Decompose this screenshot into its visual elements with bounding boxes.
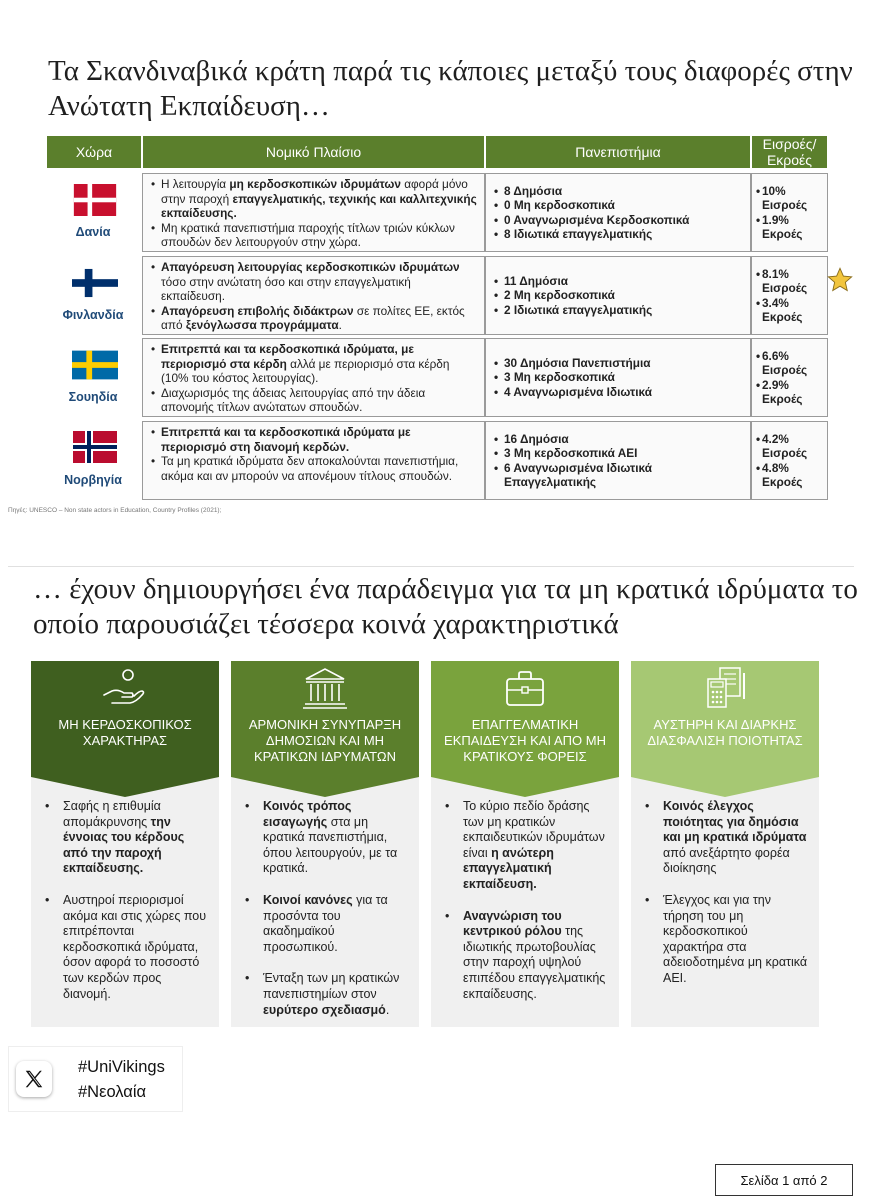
legal-bullet <box>149 425 478 454</box>
header-flows-line1: Εισροές/ <box>762 136 817 152</box>
flows-list <box>752 432 827 490</box>
legal-cell <box>142 421 485 500</box>
card-text: Ένταξη των μη κρατικών πανεπιστημίων στον <box>263 971 400 1001</box>
header-country: Χώρα <box>46 135 142 169</box>
legal-list <box>143 422 484 483</box>
legal-text: Μη κρατικά πανεπιστήμια παροχής τίτλων τριών κύκλων σπουδών δεν λειτουργούν στην χώρα. <box>161 220 455 249</box>
card-bold-text: ευρύτερο σχεδιασμό <box>263 1002 386 1017</box>
university-item: • 3 Μη κερδοσκοπικά <box>492 370 652 385</box>
country-name: Φινλανδία <box>62 308 124 322</box>
legal-bold-text: επαγγελματικής, τεχνικής και καλλιτεχνικής εκπαίδευσης. <box>161 191 477 220</box>
card-bullet <box>43 799 209 877</box>
card-bullet <box>43 893 209 1002</box>
university-item: • 16 Δημόσια <box>492 432 744 447</box>
card-text: Το κύριο πεδίο δράσης των μη κρατικών εκπαιδευτικών ιδρυμάτων είναι <box>463 799 605 860</box>
flows-cell <box>751 338 828 417</box>
card-title: ΑΥΣΤΗΡΗ ΚΑΙ ΔΙΑΡΚΗΣ ΔΙΑΣΦΑΛΙΣΗ ΠΟΙΟΤΗΤΑΣ <box>647 717 803 748</box>
legal-text: Τα μη κρατικά ιδρύματα δεν αποκαλούνται πανεπιστήμια, ακόμα και αν μπορούν να απονέμουν τίτλους σπουδών. <box>161 454 459 483</box>
flows-list <box>752 267 827 325</box>
card-bullet <box>443 909 609 1003</box>
finland-flag <box>72 267 118 299</box>
card-bullet <box>243 893 409 955</box>
universities-cell <box>485 338 751 417</box>
legal-text: σε πολίτες ΕΕ, εκτός από <box>161 303 465 332</box>
legal-bold-text: Απαγόρευση λειτουργίας κερδοσκοπικών ιδρυμάτων <box>161 260 460 274</box>
denmark-flag <box>72 184 118 216</box>
hand-coin-icon <box>100 665 150 711</box>
briefcase-icon <box>500 665 550 711</box>
card-arrow <box>231 777 419 797</box>
university-item: • 8 Δημόσια <box>492 184 689 199</box>
card-header <box>431 661 619 777</box>
x-logo-icon[interactable] <box>16 1061 52 1097</box>
legal-text: τόσο στην ανώτατη όσο και στην επαγγελματική εκπαίδευση. <box>161 274 411 303</box>
flow-item: • 4.8% Εκροές <box>754 461 821 490</box>
card-text: Αυστηροί περιορισμοί ακόμα και στις χώρες που επιτρέπονται κερδοσκοπικά ιδρύματα, όσον αφορά το ποσοστό των κερδών προς διανομή. <box>63 892 207 1001</box>
slide-scandinavian-comparison <box>8 38 870 520</box>
legal-bold-text: ξενόγλωσσα προγράμματα <box>185 318 339 332</box>
card-vocational <box>431 661 619 1027</box>
university-item: • 11 Δημόσια <box>492 274 652 289</box>
legal-bullet <box>149 221 478 250</box>
legal-bullet <box>149 454 478 483</box>
legal-bold-text: Επιτρεπτά και τα κερδοσκοπικά ιδρύματα με περιορισμό στη διανομή κερδών. <box>161 425 411 454</box>
university-item: • 4 Αναγνωρισμένα Ιδιωτικά <box>492 385 652 400</box>
card-body <box>231 799 419 1034</box>
hashtag-univikings[interactable]: #UniVikings <box>78 1058 165 1076</box>
universities-cell <box>485 256 751 335</box>
university-item: • 8 Ιδιωτικά επαγγελματικής <box>492 227 689 242</box>
flow-item: • 1.9% Εκροές <box>754 213 821 242</box>
header-flows-line2: Εκροές <box>766 152 813 168</box>
card-text: στα μη κρατικά πανεπιστήμια, όπου λειτουργούν, με τα κρατικά. <box>263 814 398 876</box>
card-quality-assurance <box>631 661 819 1027</box>
flows-cell <box>751 421 828 500</box>
norway-flag <box>72 431 118 463</box>
x-logo-glyph <box>23 1068 45 1090</box>
legal-cell <box>142 338 485 417</box>
card-text: Σαφής η επιθυμία απομάκρυνσης <box>63 799 161 829</box>
card-text: . <box>385 1002 390 1017</box>
hashtag-neolaia[interactable]: #Νεολαία <box>78 1083 147 1101</box>
header-universities-label: Πανεπιστήμια <box>575 144 661 160</box>
university-item: • 30 Δημόσια Πανεπιστήμια <box>492 356 652 371</box>
legal-bullet <box>149 386 478 415</box>
country-name: Δανία <box>75 225 111 239</box>
universities-cell <box>485 173 751 252</box>
legal-bullet <box>149 342 478 386</box>
legal-text: . <box>338 318 342 332</box>
sweden-flag <box>72 349 118 381</box>
legal-cell <box>142 173 485 252</box>
university-item: • 2 Ιδιωτικά επαγγελματικής <box>492 303 652 318</box>
legal-bullet <box>149 304 478 333</box>
card-bullet <box>643 799 809 877</box>
card-arrow <box>431 777 619 797</box>
country-name: Σουηδία <box>68 390 118 404</box>
card-bold-text: Αναγνώριση του κεντρικού ρόλου <box>463 908 562 939</box>
card-bullet-list <box>231 799 419 1018</box>
flow-item: • 4.2% Εισροές <box>754 432 821 461</box>
universities-list <box>486 356 658 400</box>
card-title: ΕΠΑΓΓΕΛΜΑΤΙΚΗ ΕΚΠΑΙΔΕΥΣΗ ΚΑΙ ΑΠΟ ΜΗ ΚΡΑΤΙΚΟΥΣ ΦΟΡΕΙΣ <box>444 717 606 764</box>
source-note: Πηγές: UNESCO – Non state actors in Education, Country Profiles (2021); <box>8 507 222 514</box>
university-item: • 0 Μη κερδοσκοπικά <box>492 198 689 213</box>
card-bold-text: την έννοιας του κέρδους από την παροχή εκπαίδευσης. <box>63 814 185 876</box>
header-universities <box>485 135 751 169</box>
flow-item: • 6.6% Εισροές <box>754 349 821 378</box>
header-flows <box>751 135 828 169</box>
card-text: από ανεξάρτητο φορέα διοίκησης <box>663 845 790 876</box>
legal-text: αλλά με περιορισμό στα κέρδη (10% του κόστος λειτουργίας). <box>161 356 450 385</box>
card-bullet <box>243 799 409 877</box>
slide2-title: … έχουν δημιουργήσει ένα παράδειγμα για τα μη κρατικά ιδρύματα το οποίο παρουσιάζει τέσσερα κοινά χαρακτηριστικά <box>33 573 858 640</box>
section-divider <box>8 566 854 567</box>
university-item: • 0 Αναγνωρισμένα Κερδοσκοπικά <box>492 213 689 228</box>
legal-bold-text: Απαγόρευση επιβολής διδάκτρων <box>161 303 354 318</box>
card-title: ΜΗ ΚΕΡΔΟΣΚΟΠΙΚΟΣ ΧΑΡΑΚΤΗΡΑΣ <box>58 717 192 748</box>
card-text: Έλεγχος και για την τήρηση του μη κερδοσκοπικού χαρακτήρα στα αδειοδοτημένα μη κρατικά ΑΕΙ. <box>663 892 808 985</box>
card-bullet-list <box>431 799 619 1002</box>
flows-cell <box>751 256 828 335</box>
flow-item: • 10% Εισροές <box>754 184 821 213</box>
card-non-profit <box>31 661 219 1027</box>
legal-list <box>143 339 484 415</box>
legal-list <box>143 174 484 250</box>
legal-text: Η λειτουργία <box>161 177 230 191</box>
card-coexistence <box>231 661 419 1027</box>
card-bold-text: Κοινός τρόπος εισαγωγής <box>263 799 352 829</box>
card-bullet-list <box>631 799 819 987</box>
card-header <box>31 661 219 777</box>
flows-list <box>752 184 827 242</box>
universities-cell <box>485 421 751 500</box>
universities-list <box>486 184 695 242</box>
flow-item: • 3.4% Εκροές <box>754 296 821 325</box>
card-text: για τα προσόντα του ακαδημαϊκού προσωπικού. <box>263 892 388 954</box>
card-bullet <box>443 799 609 893</box>
university-item: • 6 Αναγνωρισμένα Ιδιωτικά Επαγγελματικής <box>492 461 744 490</box>
card-bullet <box>243 971 409 1018</box>
card-bold-text: η ανώτερη επαγγελματική εκπαίδευση. <box>463 845 554 891</box>
legal-bold-text: μη κερδοσκοπικών ιδρυμάτων <box>229 177 401 191</box>
star-icon <box>826 266 854 294</box>
flow-item: • 2.9% Εκροές <box>754 378 821 407</box>
card-header <box>631 661 819 777</box>
legal-bullet <box>149 260 478 304</box>
slide1-title: Τα Σκανδιναβικά κράτη παρά τις κάποιες μεταξύ τους διαφορές στην Ανώτατη Εκπαίδευση… <box>48 55 853 122</box>
card-bold-text: Κοινός έλεγχος ποιότητας για δημόσια και μη κρατικά ιδρύματα <box>663 799 807 845</box>
legal-text: Διαχωρισμός της άδειας λειτουργίας από την άδεια απονομής τίτλων ανώτατων σπουδών. <box>161 385 426 414</box>
university-item: • 2 Μη κερδοσκοπικά <box>492 288 652 303</box>
card-text: της ιδιωτικής πρωτοβουλίας στην παροχή υψηλού επιπέδου επαγγελματικής εκπαίδευσης. <box>463 924 606 1001</box>
flows-list <box>752 349 827 407</box>
card-body <box>431 799 619 1018</box>
header-legal-framework: Νομικό Πλαίσιο <box>142 135 485 169</box>
card-arrow <box>631 777 819 797</box>
flows-cell <box>751 173 828 252</box>
card-bullet <box>643 893 809 987</box>
calculator-document-icon <box>700 665 750 711</box>
flow-item: • 8.1% Εισροές <box>754 267 821 296</box>
card-header <box>231 661 419 777</box>
card-bullet-list <box>31 799 219 1002</box>
card-title: ΑΡΜΟΝΙΚΗ ΣΥΝΥΠΑΡΞΗ ΔΗΜΟΣΙΩΝ ΚΑΙ ΜΗ ΚΡΑΤΙΚΩΝ ΙΔΡΥΜΑΤΩΝ <box>248 717 402 764</box>
legal-text: αφορά μόνο στην παροχή <box>161 177 468 206</box>
card-arrow <box>31 777 219 797</box>
card-body <box>31 799 219 1018</box>
legal-bullet <box>149 177 478 221</box>
page-indicator: Σελίδα 1 από 2 <box>715 1164 853 1196</box>
universities-list <box>486 274 658 318</box>
building-columns-icon <box>300 665 350 711</box>
legal-bold-text: Επιτρεπτά και τα κερδοσκοπικά ιδρύματα, με περιορισμό στα κέρδη <box>161 342 414 371</box>
university-item: • 3 Μη κερδοσκοπικά ΑΕΙ <box>492 446 744 461</box>
card-body <box>631 799 819 1003</box>
country-name: Νορβηγία <box>64 473 122 487</box>
universities-list <box>486 432 750 490</box>
legal-cell <box>142 256 485 335</box>
card-bold-text: Κοινοί κανόνες <box>263 892 353 907</box>
legal-list <box>143 257 484 333</box>
